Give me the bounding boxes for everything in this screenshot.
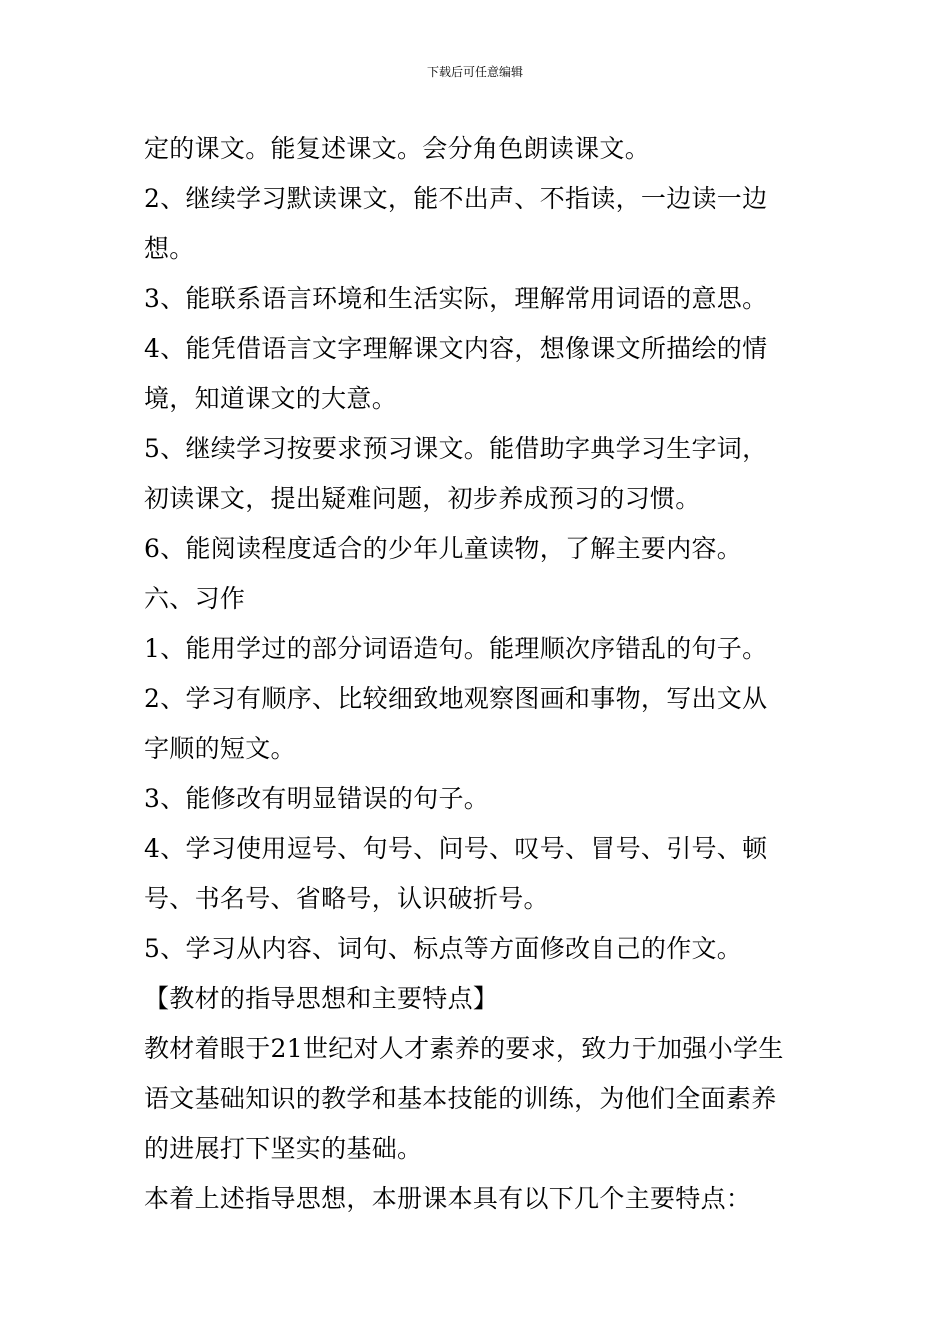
text-line: 定的课文。能复述课文。会分角色朗读课文。 [144, 134, 651, 163]
text-line: 初读课文，提出疑难问题，初步养成预习的习惯。 [144, 484, 701, 513]
text-line: 字顺的短文。 [144, 734, 296, 763]
text-line: 1、能用学过的部分词语造句。能理顺次序错乱的句子。 [144, 634, 768, 663]
text-line: 3、能联系语言环境和生活实际，理解常用词语的意思。 [144, 284, 768, 313]
document-body [144, 124, 810, 1224]
text-line: 本着上述指导思想，本册课本具有以下几个主要特点： [144, 1184, 752, 1213]
text-line: 2、继续学习默读课文，能不出声、不指读，一边读一边 [144, 184, 768, 213]
text-line: 4、能凭借语言文字理解课文内容，想像课文所描绘的情 [144, 334, 768, 363]
text-line: 5、继续学习按要求预习课文。能借助字典学习生字词， [144, 434, 768, 463]
text-line: 5、学习从内容、词句、标点等方面修改自己的作文。 [144, 934, 743, 963]
text-line: 3、能修改有明显错误的句子。 [144, 784, 490, 813]
text-line: 语文基础知识的教学和基本技能的训练，为他们全面素养 [144, 1084, 777, 1113]
text-line: 号、书名号、省略号，认识破折号。 [144, 884, 549, 913]
section-heading: 【教材的指导思想和主要特点】 [144, 984, 499, 1013]
text-line: 想。 [144, 234, 195, 263]
section-heading: 六、习作 [144, 584, 246, 613]
text-line: 境，知道课文的大意。 [144, 384, 398, 413]
text-line: 6、能阅读程度适合的少年儿童读物，了解主要内容。 [144, 534, 743, 563]
text-line: 2、学习有顺序、比较细致地观察图画和事物，写出文从 [144, 684, 768, 713]
text-line: 4、学习使用逗号、句号、问号、叹号、冒号、引号、顿 [144, 834, 768, 863]
text-line: 的进展打下坚实的基础。 [144, 1134, 423, 1163]
text-line: 教材着眼于21世纪对人才素养的要求，致力于加强小学生 [144, 1034, 784, 1063]
page-header: 下载后可任意编辑 [426, 65, 523, 79]
